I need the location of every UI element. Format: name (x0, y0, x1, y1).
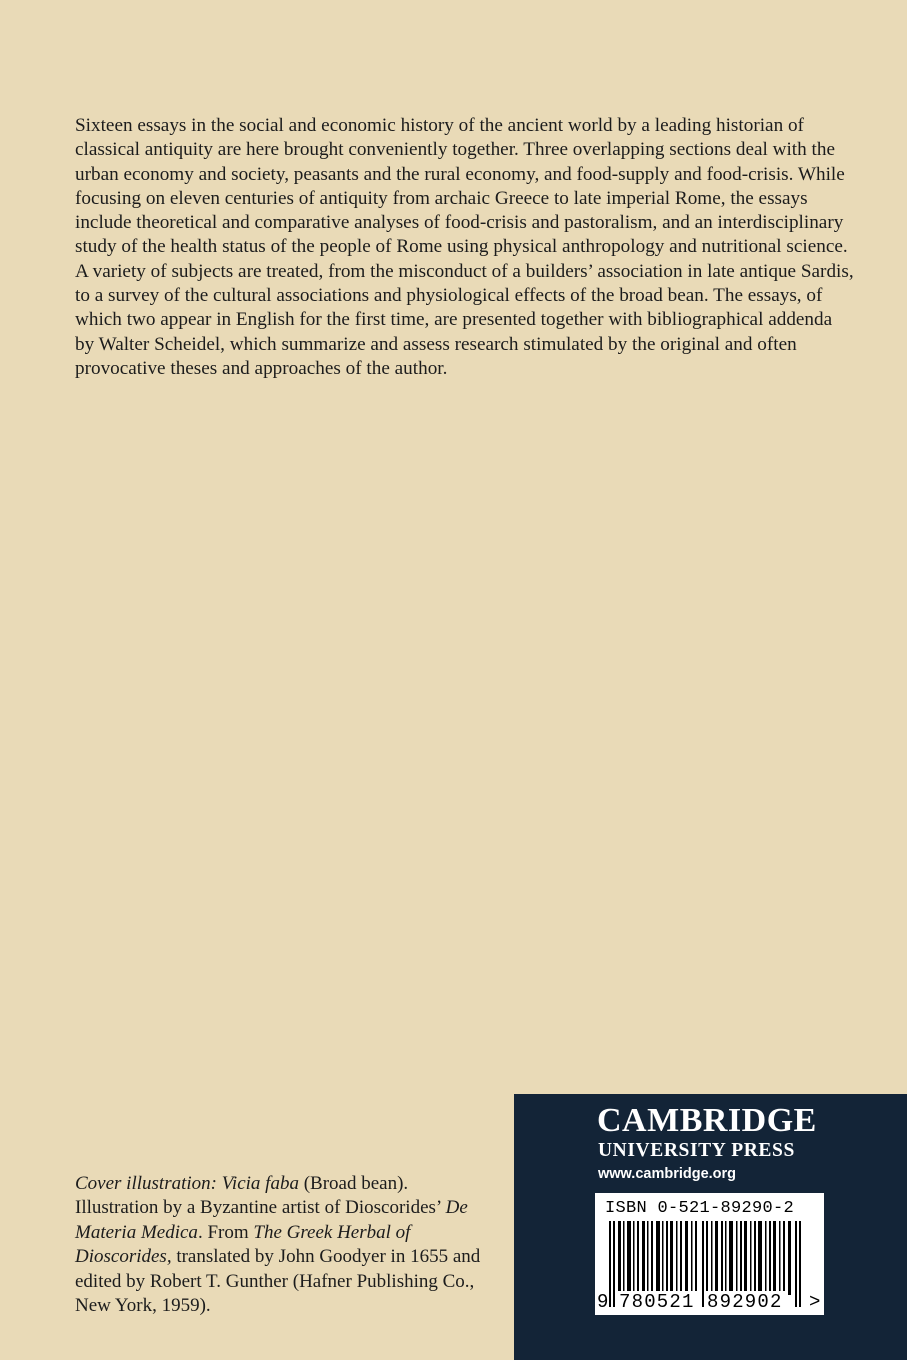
isbn-barcode (595, 1193, 824, 1315)
publisher-subtitle: UNIVERSITY PRESS (598, 1140, 795, 1161)
back-cover-blurb: Sixteen essays in the social and economic history of the ancient world by a leading historian of classical antiquity are here brought conveniently together. Three overlapping sections deal with the urban economy and society, peasants and the rural economy, and food-supply and food-crisis. While focusing on eleven centuries of antiquity from archaic Greece to late imperial Rome, the essays include theoretical and comparative analyses of food-crisis and pastoralism, and an interdisciplinary study of the health status of the people of Rome using physical anthropology and nutritional science. A variety of subjects are treated, from the misconduct of a builders’ association in late antique Sardis, to a survey of the cultural associations and physiological effects of the broad bean. The essays, of which two appear in English for the first time, are presented together with bibliographical addenda by Walter Scheidel, which summarize and assess research stimulated by the original and often provocative theses and approaches of the author. (75, 115, 854, 379)
publisher-name: CAMBRIDGE (597, 1102, 817, 1139)
ean-quiet-zone-arrow: > (809, 1291, 821, 1313)
ean-right-group: 892902 (707, 1291, 783, 1313)
caption-book-title: The Greek Herbal of Dioscorides, (75, 1221, 411, 1268)
caption-work-title: De Materia Medica (75, 1197, 468, 1243)
ean-left-group: 780521 (619, 1291, 695, 1313)
caption-species: Vicia faba (221, 1173, 299, 1194)
caption-common-name: (Broad bean). (298, 1173, 409, 1194)
caption-line2: Illustration by a Byzantine artist of Dioscorides’ (75, 1197, 446, 1219)
caption-rest: translated by John Goodyer in 1655 and edited by Robert T. Gunther (Hafner Publishing Co., New York, 1959). (75, 1246, 481, 1317)
cover-illustration-credit (75, 1172, 495, 1318)
publisher-panel (514, 1094, 907, 1360)
caption-from: . From (197, 1221, 254, 1243)
caption-label: Cover illustration: (75, 1173, 217, 1194)
ean-first-digit: 9 (597, 1291, 609, 1313)
publisher-url: www.cambridge.org (598, 1166, 737, 1182)
isbn-label: ISBN 0-521-89290-2 (605, 1199, 795, 1218)
